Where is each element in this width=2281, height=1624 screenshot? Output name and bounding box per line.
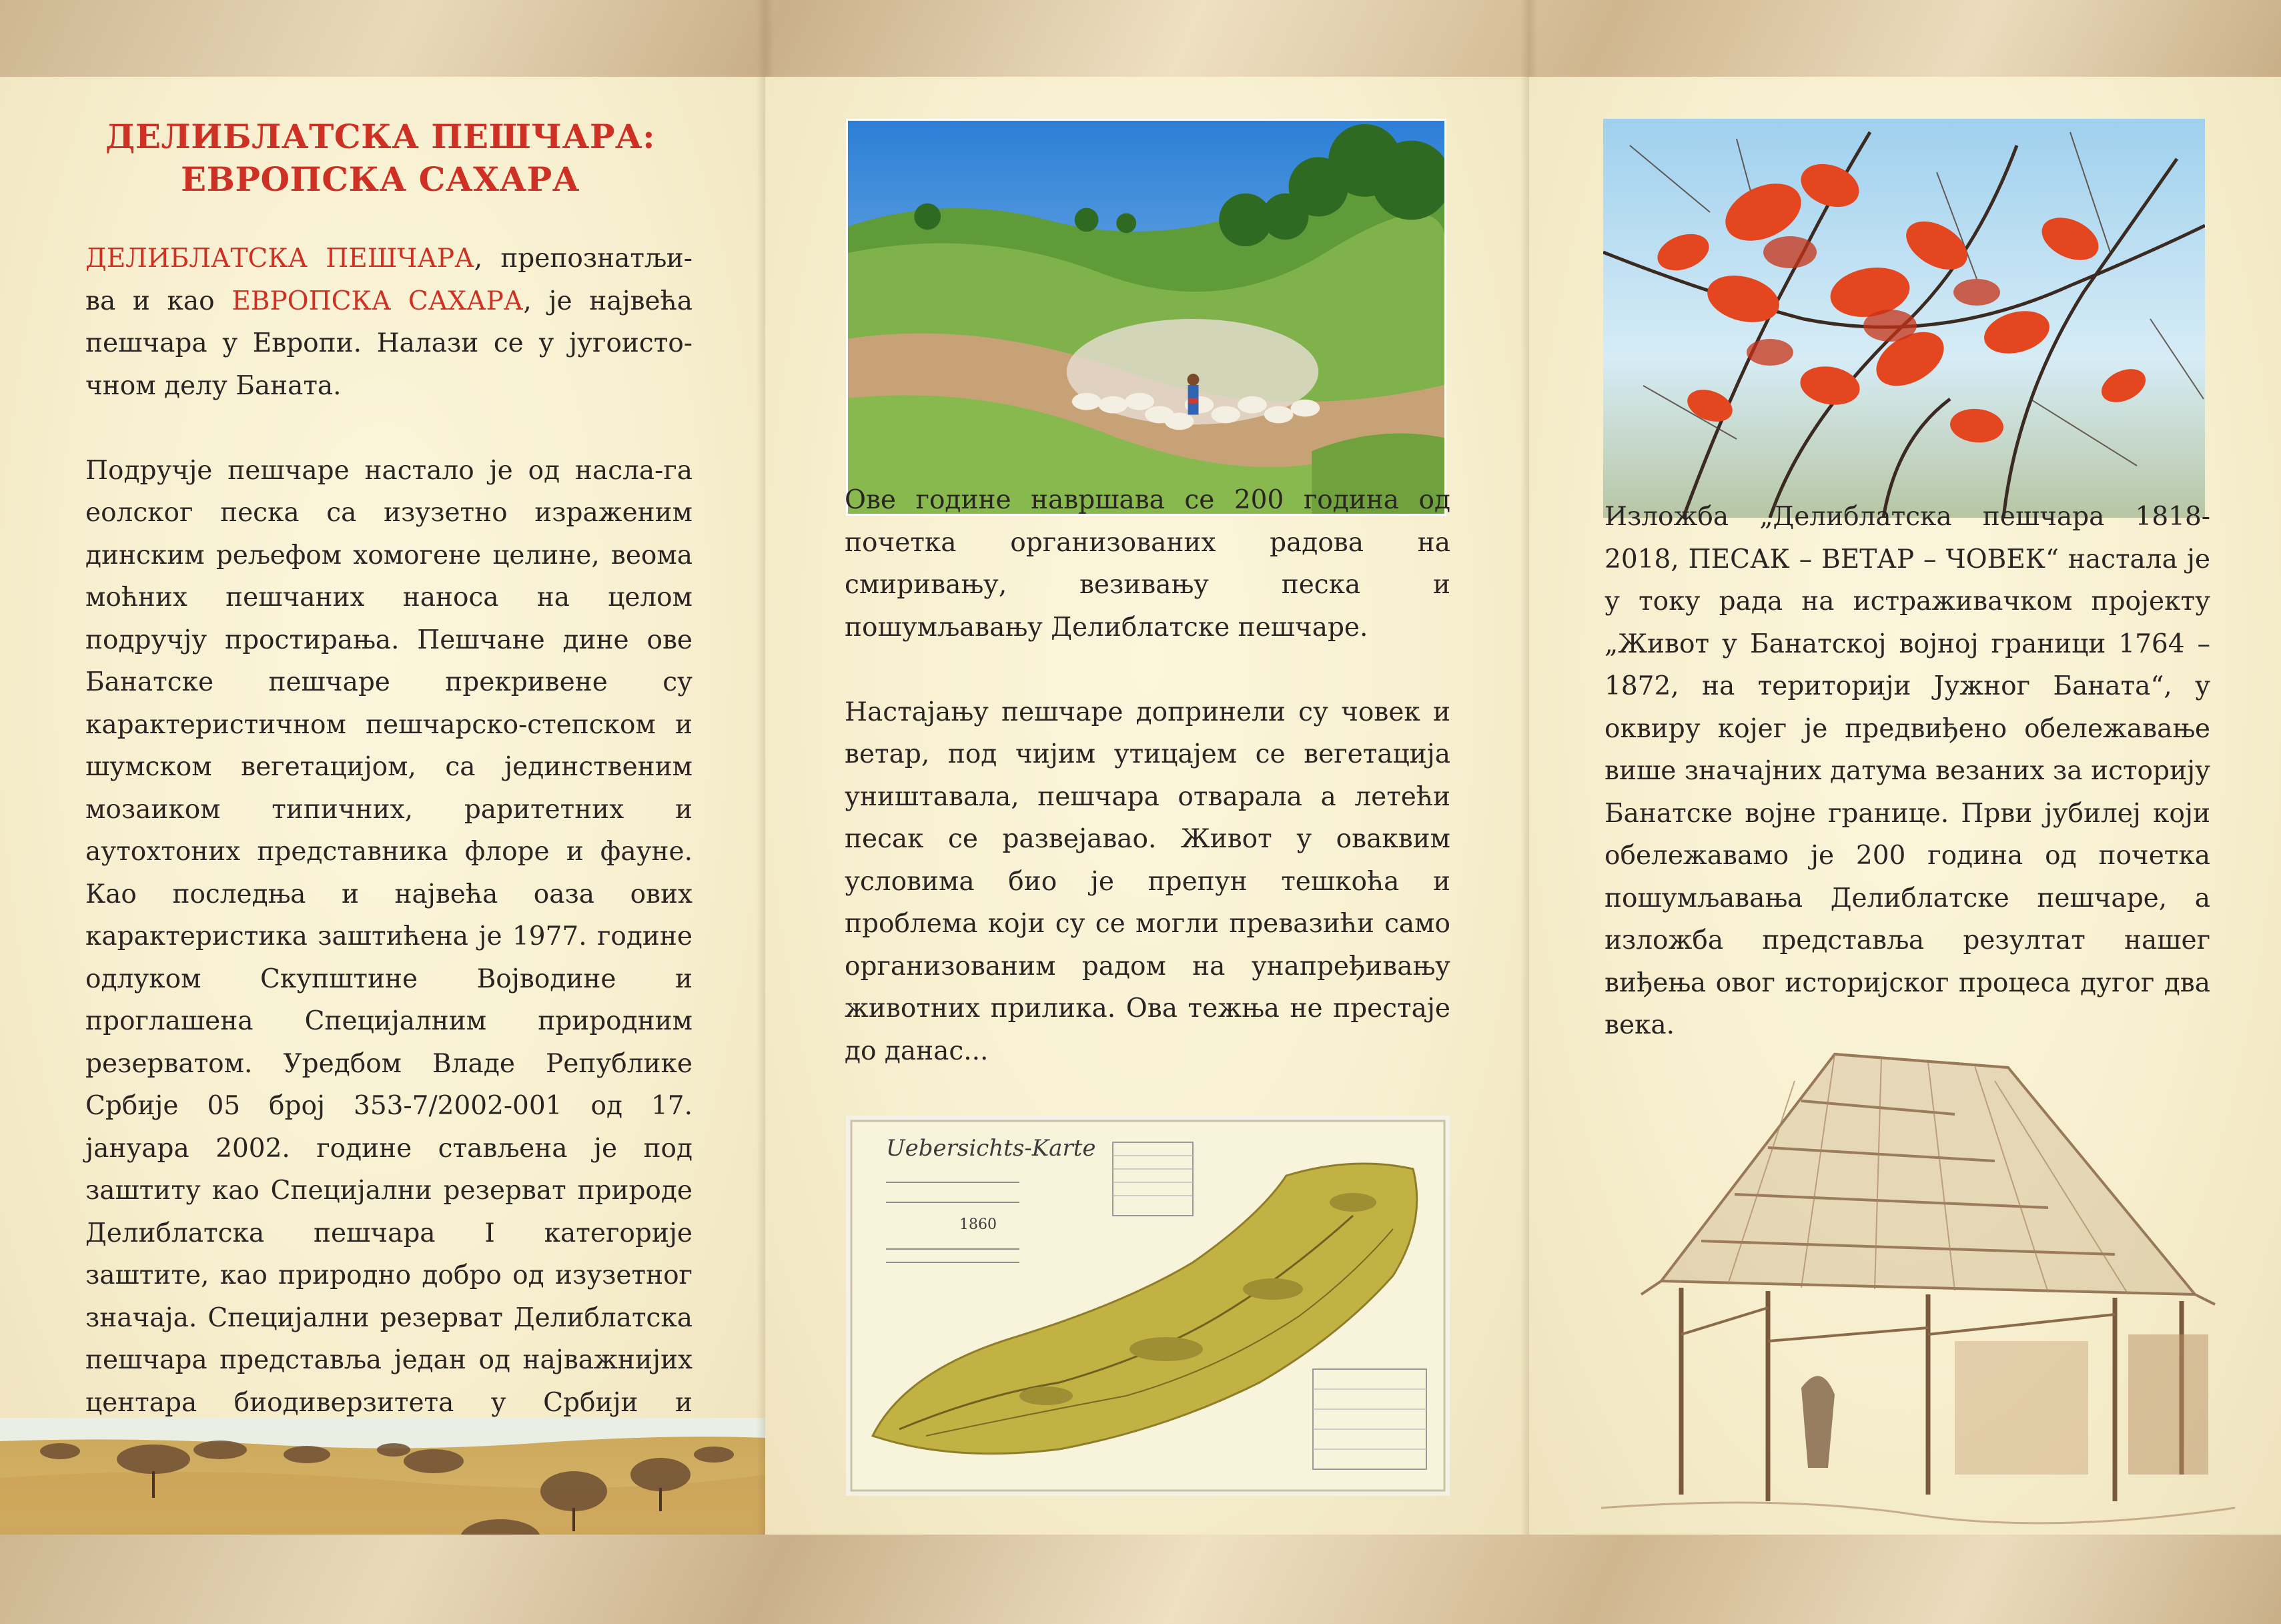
page-title bbox=[73, 115, 687, 201]
red-leaves-photo bbox=[1603, 119, 2205, 518]
middle-text bbox=[845, 479, 1450, 1115]
sand-border-bottom bbox=[0, 1535, 2281, 1624]
highlight-deliblato: ДЕЛИБЛАТСКА ПЕШЧАРА bbox=[85, 244, 474, 274]
highlight-european-sahara: ЕВРОПСКА САХАРА bbox=[232, 286, 524, 316]
brochure-panel-left bbox=[0, 77, 765, 1535]
title-line-2: ЕВРОПСКА САХАРА bbox=[180, 159, 580, 199]
map-title: Uebersichts-Karte bbox=[886, 1135, 1096, 1162]
sepia-barn-sketch bbox=[1581, 1041, 2248, 1528]
intro-paragraph bbox=[85, 238, 693, 407]
history-paragraph: Настајању пешчаре допринели су човек и ветар, под чијим утицајем се вегетација уништавала, пешчара отварала а летећи песак се развејавао. Живот у оваквим условима био је препун тешкоћа и проблема који су се могли превазићи само организованим радом на унапређивању животних прилика. Ова тежња не престаје до данас... bbox=[845, 697, 1450, 1066]
sheep-valley-photo bbox=[846, 119, 1446, 516]
exhibition-text bbox=[1605, 496, 2210, 1089]
intro-text-part-2: , је највећа пешчара у Европи. Налази се у југоисто-чном делу Баната. bbox=[85, 286, 693, 401]
sand-border-top bbox=[0, 0, 2281, 77]
intro-text-part-1: , препознатљи-ва и као bbox=[85, 244, 693, 316]
description-paragraph: Подручје пешчаре настало је од насла-га еолског песка са изузетно израженим динским рељефом хомогене целине, веома моћних пешчаних наноса на целом подручју простирања. Пешчане дине ове Банатске пешчаре прекривене су карактеристичном пешчарско-степском и шумском вегетацијом, са јединственим мозаиком типичних, раритетних и аутохтоних представника флоре и фауне. Као последња и највећа оаза ових карактеристика заштићена је 1977. године одлуком Скупштине Војводине и проглашена Специјалним природним резерватом. Уредбом Владе Републике Србије 05 број 353-7/2002-001 од 17. јануара 2002. године стављена је под заштиту као Специјални резерват природе Делиблатска пешчара I категорије заштите, као природно добро од изузетног значаја. Специјални резерват Делиблатска пешчара представља један од најважнијих центара биодиверзитета у Србији и bbox=[85, 455, 693, 1418]
map-year: 1860 bbox=[959, 1216, 997, 1233]
title-line-1: ДЕЛИБЛАТСКА ПЕШЧАРА: bbox=[105, 117, 656, 156]
anniversary-paragraph: Ове године навршава се 200 година од почетка организованих радова на смиривању, везивању песка и пошумљавању Делиблатске пешчаре. bbox=[845, 485, 1450, 643]
exhibition-paragraph: Изложба „Делиблатска пешчара 1818- 2018, ПЕСАК – ВЕТАР – ЧОВЕК“ настала је у току рада на истраживачком пројекту „Живот у Банатској војној граници 1764 – 1872, на територији Јужног Баната“, у оквиру којег је предвиђено обележавање више значајних датума везаних за историју Банатске војне границе. Први јубилеј који обележавамо је 200 година од почетка пошумљавања Делиблатске пешчаре, а изложба представља резултат нашег виђења овог историјског процеса дугог два века. bbox=[1605, 502, 2210, 1040]
steppe-photo bbox=[0, 1418, 765, 1535]
historical-map-image bbox=[846, 1116, 1450, 1496]
intro-text bbox=[85, 238, 693, 1509]
